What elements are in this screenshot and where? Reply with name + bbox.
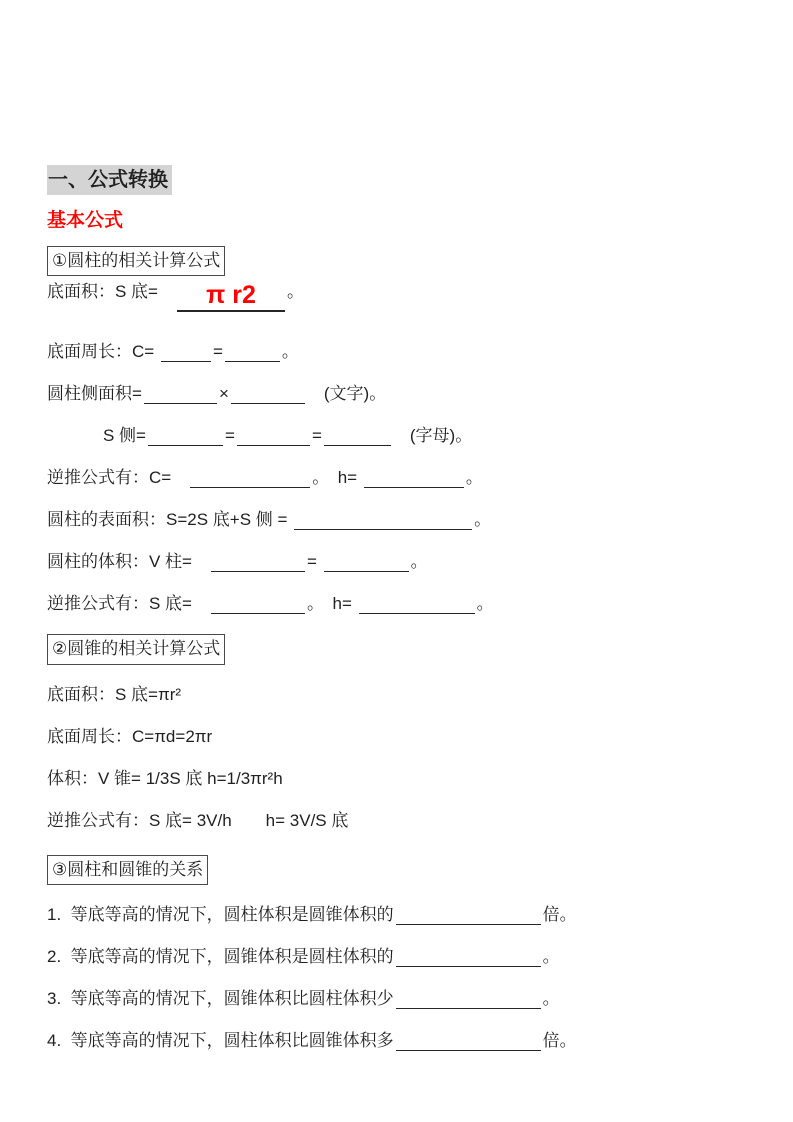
formula-text: 。 h= <box>312 468 362 488</box>
section-box-title: ②圆锥的相关计算公式 <box>47 634 225 664</box>
formula-section <box>47 246 753 616</box>
blank-underline <box>359 595 475 614</box>
formula-line <box>47 903 753 927</box>
page-title: 一、公式转换 <box>47 165 172 195</box>
formula-text: 倍。 <box>542 1031 577 1051</box>
blank-underline <box>396 906 541 925</box>
blank-underline <box>396 948 541 967</box>
blank-underline <box>148 427 223 446</box>
blank-underline <box>237 427 310 446</box>
formula-text: 。 <box>281 342 299 362</box>
blank-underline <box>396 990 541 1009</box>
blank-underline <box>225 343 280 362</box>
formula-section <box>47 634 753 832</box>
formula-text: = <box>225 426 235 446</box>
formula-text: 倍。 <box>542 905 577 925</box>
formula-text: S 侧= <box>103 426 146 446</box>
formula-text: 底面积：S 底=πr² <box>47 684 182 704</box>
formula-line <box>47 424 753 448</box>
formula-line <box>47 340 753 364</box>
blank-underline <box>294 511 472 530</box>
blank-underline <box>211 595 305 614</box>
blank-underline <box>211 553 305 572</box>
formula-line <box>47 809 753 833</box>
formula-line <box>47 1029 753 1053</box>
formula-text: 逆推公式有：C= <box>47 468 189 488</box>
formula-text: 。 <box>542 989 560 1009</box>
formula-text: 底面周长：C= <box>47 342 159 362</box>
formula-line <box>47 550 753 574</box>
formula-text: (字母)。 <box>392 426 473 446</box>
formula-line <box>47 767 753 791</box>
formula-text: 体积：V 锥= 1/3S 底 h=1/3πr²h <box>47 768 283 788</box>
formula-line <box>47 592 753 616</box>
formula-line <box>47 382 753 406</box>
formula-text: 1. 等底等高的情况下，圆柱体积是圆锥体积的 <box>47 905 394 925</box>
formula-text: = <box>212 342 223 362</box>
formula-text: 。 <box>474 510 492 530</box>
handwritten-answer: π r2 <box>206 281 256 310</box>
formula-text: 底面积：S 底= <box>47 282 175 302</box>
formula-text: 圆柱的体积：V 柱= <box>47 552 209 572</box>
formula-section <box>47 855 753 1053</box>
blank-underline <box>144 385 217 404</box>
formula-line <box>47 945 753 969</box>
formula-text: 逆推公式有：S 底= <box>47 594 209 614</box>
formula-text: 圆柱侧面积= <box>47 384 142 404</box>
formula-line <box>47 280 753 312</box>
blank-underline <box>190 469 310 488</box>
formula-text: = <box>311 426 322 446</box>
formula-text: 底面周长：C=πd=2πr <box>47 726 213 746</box>
blank-underline <box>364 469 464 488</box>
formula-text: × <box>218 384 229 404</box>
blank-underline <box>396 1032 541 1051</box>
formula-text: 逆推公式有：S 底= 3V/h h= 3V/S 底 <box>47 810 349 830</box>
answer-blank <box>177 282 285 312</box>
formula-text: 。 <box>410 552 428 572</box>
section-subtitle: 基本公式 <box>47 210 124 231</box>
formula-text: 。 h= <box>307 594 357 614</box>
formula-text: = <box>307 552 322 572</box>
formula-text: 。 <box>465 468 483 488</box>
blank-underline <box>231 385 305 404</box>
formula-line <box>47 508 753 532</box>
formula-text: 4. 等底等高的情况下，圆柱体积比圆锥体积多 <box>47 1031 394 1051</box>
formula-text: 。 <box>476 594 494 614</box>
section-box-title: ③圆柱和圆锥的关系 <box>47 855 208 885</box>
formula-text: 3. 等底等高的情况下，圆锥体积比圆柱体积少 <box>47 989 394 1009</box>
section-box-title: ①圆柱的相关计算公式 <box>47 246 225 276</box>
formula-text: 2. 等底等高的情况下，圆锥体积是圆柱体积的 <box>47 947 394 967</box>
formula-line <box>47 683 753 707</box>
formula-text: 。 <box>542 947 560 967</box>
blank-underline <box>324 553 409 572</box>
blank-underline <box>324 427 391 446</box>
formula-line <box>47 466 753 490</box>
formula-text: (文字)。 <box>306 384 387 404</box>
formula-text: 。 <box>287 282 304 302</box>
formula-line <box>47 987 753 1011</box>
blank-underline <box>161 343 211 362</box>
formula-line <box>47 725 753 749</box>
sections-container <box>47 246 753 1053</box>
formula-text: 圆柱的表面积：S=2S 底+S 侧 = <box>47 510 293 530</box>
